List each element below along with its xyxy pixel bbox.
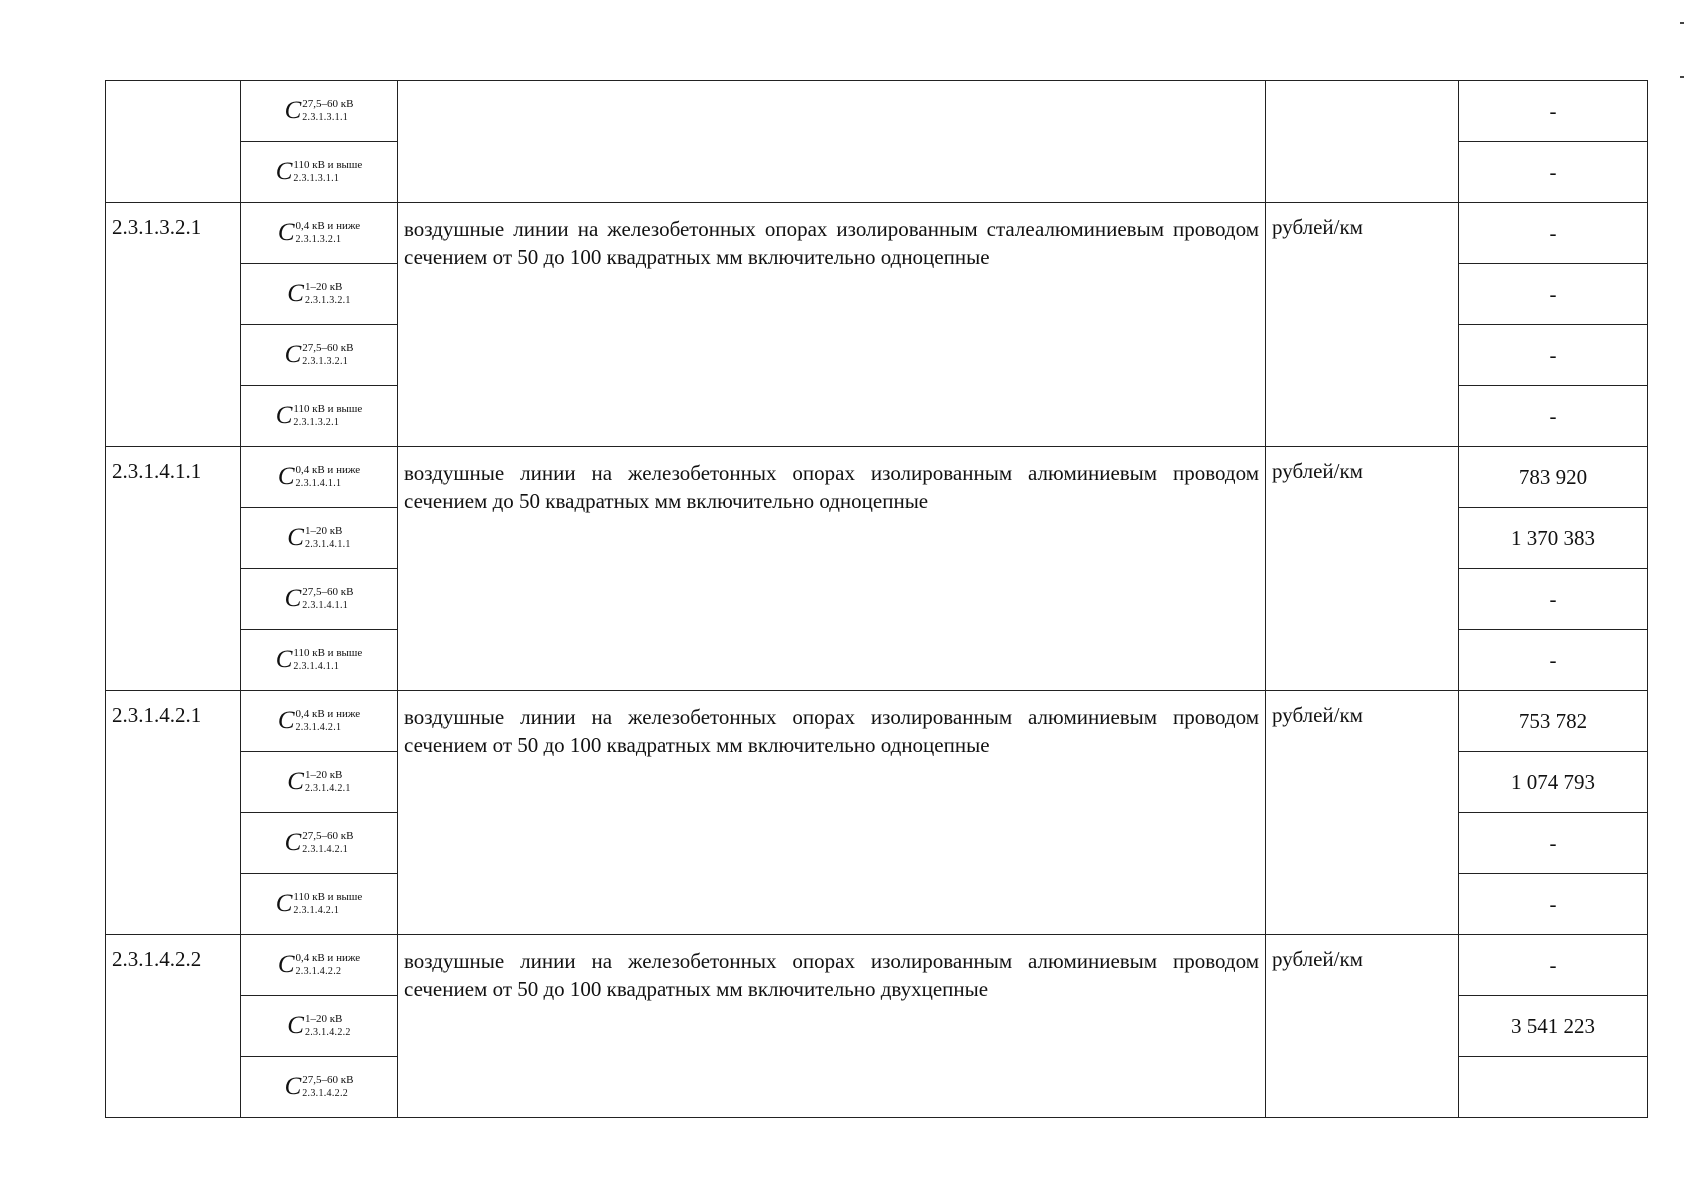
- voltage-class: 0,4 кВ и ниже: [295, 464, 361, 476]
- rate-value: [1459, 1057, 1648, 1118]
- rate-symbol: C 1–20 кВ 2.3.1.4.2.2: [241, 996, 398, 1057]
- voltage-class: 110 кВ и выше: [293, 647, 363, 659]
- symbol-index: 2.3.1.4.2.2: [295, 966, 342, 977]
- symbol-index: 2.3.1.4.2.2: [302, 1088, 349, 1099]
- symbol-index: 2.3.1.4.1.1: [302, 600, 349, 611]
- voltage-class: 110 кВ и выше: [293, 891, 363, 903]
- voltage-class: 110 кВ и выше: [293, 403, 363, 415]
- symbol-index: 2.3.1.4.1.1: [295, 478, 342, 489]
- rate-symbol: C 27,5–60 кВ 2.3.1.3.2.1: [241, 325, 398, 386]
- item-unit: рублей/км: [1266, 935, 1459, 1118]
- rate-value: 783 920: [1459, 447, 1648, 508]
- item-description: воздушные линии на железобетонных опорах изолированным алюминиевым проводом сечением до 50 квадратных мм включительно одноцепные: [398, 447, 1266, 691]
- rate-value: 3 541 223: [1459, 996, 1648, 1057]
- rate-value: -: [1459, 325, 1648, 386]
- voltage-class: 1–20 кВ: [304, 1013, 343, 1025]
- rate-value: -: [1459, 630, 1648, 691]
- item-code: 2.3.1.4.1.1: [106, 447, 241, 691]
- item-code: 2.3.1.4.2.1: [106, 691, 241, 935]
- rate-symbol: C 1–20 кВ 2.3.1.4.2.1: [241, 752, 398, 813]
- rate-symbol: C 27,5–60 кВ 2.3.1.4.2.1: [241, 813, 398, 874]
- rate-symbol: C 1–20 кВ 2.3.1.3.2.1: [241, 264, 398, 325]
- symbol-index: 2.3.1.4.2.1: [302, 844, 349, 855]
- item-description: [398, 81, 1266, 203]
- rate-value: -: [1459, 874, 1648, 935]
- rate-value: -: [1459, 569, 1648, 630]
- voltage-class: 1–20 кВ: [304, 769, 343, 781]
- voltage-class: 0,4 кВ и ниже: [295, 708, 361, 720]
- rate-symbol: C 0,4 кВ и ниже 2.3.1.4.2.1: [241, 691, 398, 752]
- rate-symbol: C 27,5–60 кВ 2.3.1.4.2.2: [241, 1057, 398, 1118]
- rate-symbol: C 110 кВ и выше 2.3.1.4.1.1: [241, 630, 398, 691]
- table-row: [106, 447, 1648, 508]
- voltage-class: 27,5–60 кВ: [302, 98, 354, 110]
- symbol-index: 2.3.1.4.2.2: [304, 1027, 351, 1038]
- rate-value: -: [1459, 264, 1648, 325]
- item-description: воздушные линии на железобетонных опорах изолированным алюминиевым проводом сечением от 50 до 100 квадратных мм включительно двухцепные: [398, 935, 1266, 1118]
- rate-value: -: [1459, 142, 1648, 203]
- scan-mark-top: [1680, 22, 1684, 24]
- table-row: [106, 81, 1648, 142]
- rate-value: -: [1459, 203, 1648, 264]
- item-code: 2.3.1.4.2.2: [106, 935, 241, 1118]
- item-description: воздушные линии на железобетонных опорах изолированным сталеалюминиевым проводом сечением от 50 до 100 квадратных мм включительно одноцепные: [398, 203, 1266, 447]
- rate-symbol: C 110 кВ и выше 2.3.1.4.2.1: [241, 874, 398, 935]
- table-row: [106, 203, 1648, 264]
- symbol-index: 2.3.1.3.2.1: [293, 417, 340, 428]
- symbol-index: 2.3.1.4.1.1: [293, 661, 340, 672]
- voltage-class: 0,4 кВ и ниже: [295, 220, 361, 232]
- symbol-index: 2.3.1.3.2.1: [295, 234, 342, 245]
- voltage-class: 27,5–60 кВ: [302, 830, 354, 842]
- symbol-index: 2.3.1.3.1.1: [302, 112, 349, 123]
- rate-value: 1 370 383: [1459, 508, 1648, 569]
- item-unit: [1266, 81, 1459, 203]
- symbol-index: 2.3.1.3.2.1: [304, 295, 351, 306]
- symbol-index: 2.3.1.4.2.1: [304, 783, 351, 794]
- symbol-index: 2.3.1.3.2.1: [302, 356, 349, 367]
- voltage-class: 110 кВ и выше: [293, 159, 363, 171]
- voltage-class: 27,5–60 кВ: [302, 342, 354, 354]
- item-unit: рублей/км: [1266, 447, 1459, 691]
- item-code: [106, 81, 241, 203]
- symbol-index: 2.3.1.4.2.1: [295, 722, 342, 733]
- rate-symbol: C 0,4 кВ и ниже 2.3.1.3.2.1: [241, 203, 398, 264]
- rate-symbol: C 27,5–60 кВ 2.3.1.3.1.1: [241, 81, 398, 142]
- rates-table: [105, 80, 1648, 1118]
- voltage-class: 0,4 кВ и ниже: [295, 952, 361, 964]
- rate-value: 753 782: [1459, 691, 1648, 752]
- item-unit: рублей/км: [1266, 691, 1459, 935]
- table-row: [106, 935, 1648, 996]
- item-unit: рублей/км: [1266, 203, 1459, 447]
- voltage-class: 1–20 кВ: [304, 281, 343, 293]
- voltage-class: 1–20 кВ: [304, 525, 343, 537]
- rates-table-body: [106, 81, 1648, 1118]
- item-description: воздушные линии на железобетонных опорах изолированным алюминиевым проводом сечением от 50 до 100 квадратных мм включительно одноцепные: [398, 691, 1266, 935]
- rate-value: -: [1459, 386, 1648, 447]
- rate-symbol: C 0,4 кВ и ниже 2.3.1.4.2.2: [241, 935, 398, 996]
- item-code: 2.3.1.3.2.1: [106, 203, 241, 447]
- table-row: [106, 691, 1648, 752]
- rate-symbol: C 27,5–60 кВ 2.3.1.4.1.1: [241, 569, 398, 630]
- rate-value: 1 074 793: [1459, 752, 1648, 813]
- voltage-class: 27,5–60 кВ: [302, 1074, 354, 1086]
- voltage-class: 27,5–60 кВ: [302, 586, 354, 598]
- rate-value: -: [1459, 935, 1648, 996]
- rate-symbol: C 0,4 кВ и ниже 2.3.1.4.1.1: [241, 447, 398, 508]
- symbol-index: 2.3.1.4.1.1: [304, 539, 351, 550]
- rate-value: -: [1459, 813, 1648, 874]
- symbol-index: 2.3.1.3.1.1: [293, 173, 340, 184]
- rate-value: -: [1459, 81, 1648, 142]
- rate-symbol: C 110 кВ и выше 2.3.1.3.2.1: [241, 386, 398, 447]
- rate-symbol: C 110 кВ и выше 2.3.1.3.1.1: [241, 142, 398, 203]
- rate-symbol: C 1–20 кВ 2.3.1.4.1.1: [241, 508, 398, 569]
- symbol-index: 2.3.1.4.2.1: [293, 905, 340, 916]
- scan-mark-right: [1680, 76, 1684, 78]
